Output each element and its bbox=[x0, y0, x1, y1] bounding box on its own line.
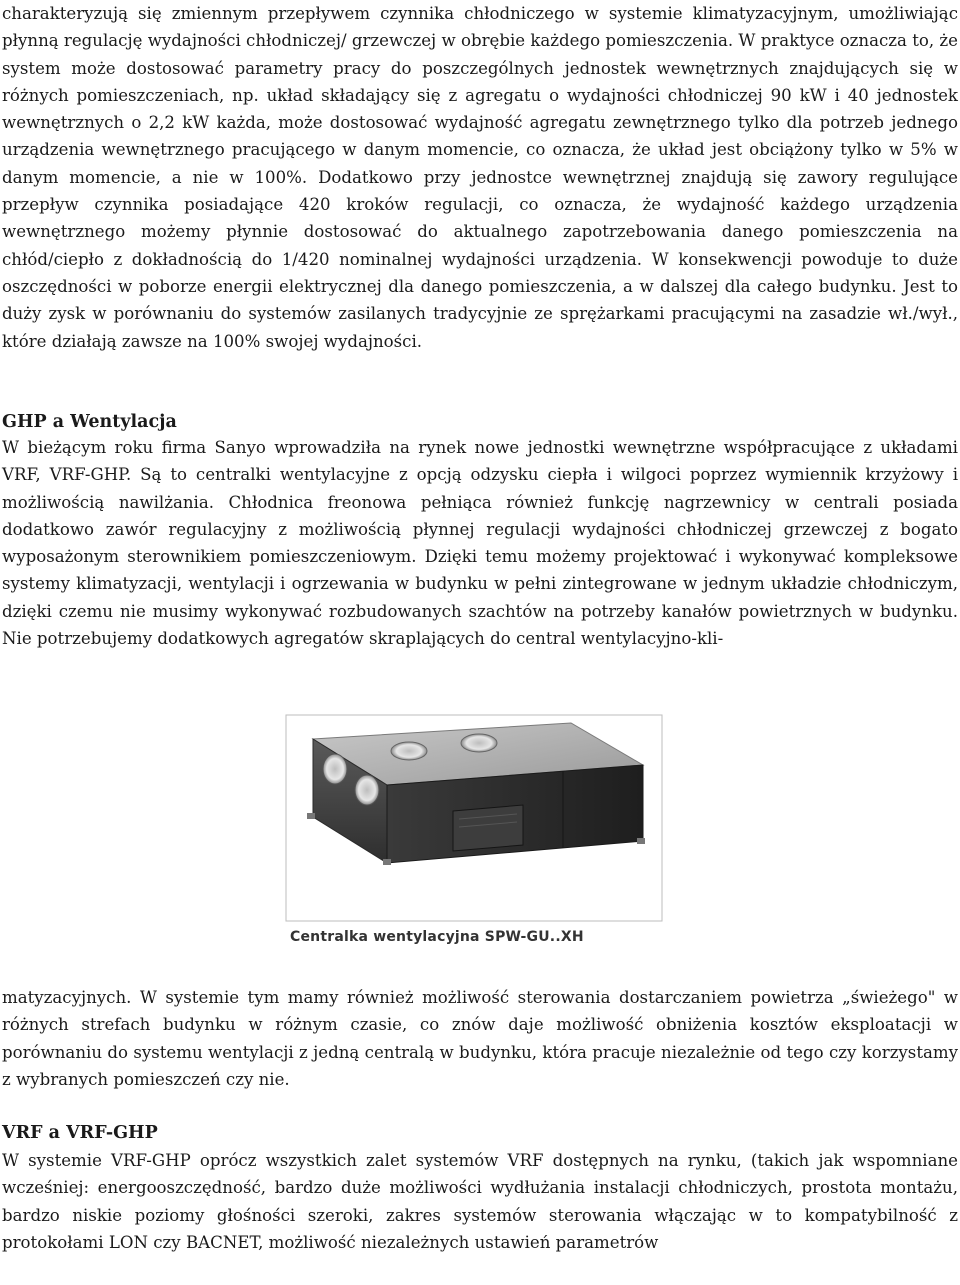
paragraph-vrf-ghp bbox=[0, 1147, 960, 1256]
product-photo-ventilation-unit bbox=[283, 713, 667, 961]
paragraph-vrf-intro bbox=[0, 0, 960, 355]
paragraph-text: W systemie VRF-GHP oprócz wszystkich zalet systemów VRF dostępnych na rynku, (takich jak wspomniane wcześniej: energooszczędność, bardzo duże możliwości wydłużania instalacji chłodniczych, prostota montażu, bardzo niskie poziomy głośności szeroki, zakres systemów sterowania włączając w to kompatybilność z protokołami LON czy BACNET, możliwość niezależnych ustawień parametrów bbox=[2, 1151, 958, 1252]
paragraph-text: charakteryzują się zmiennym przepływem czynnika chłodniczego w systemie klimatyzacyjnym, umożliwiając płynną regulację wydajności chłodniczej/ grzewczej w obrębie każdego pomieszczenia. W praktyce oznacza to, że system może dostosować parametry pracy do poszczególnych jednostek wewnętrznych znajdujących się w różnych pomieszczeniach, np. układ składający się z agregatu o wydajności chłodniczej 90 kW i 40 jednostek wewnętrznych o 2,2 kW każda, może dostosować wydajność agregatu zewnętrznego tylko dla potrzeb jednego urządzenia wewnętrznego pracującego w danym momencie, co oznacza, że układ jest obciążony tylko w 5% w danym momencie, a nie w 100%. Dodatkowo przy jednostce wewnętrznej znajdują się zawory regulujące przepływ czynnika posiadające 420 kroków regulacji, co oznacza, że wydajność każdego urządzenia wewnętrznego możemy płynnie dostosować do aktualnego zapotrzebowania danego pomieszczenia na chłód/ciepło z dokładnością do 1/420 nominalnej wydajności urządzenia. W konsekwencji powoduje to duże oszczędności w poborze energii elektrycznej dla danego pomieszczenia, a w dalszej dla całego budynku. Jest to duży zysk w porównaniu do systemów zasilanych tradycyjnie ze sprężarkami pracującymi na zasadzie wł./wył., które działają zawsze na 100% swojej wydajności. bbox=[2, 4, 958, 351]
section-heading-ghp-wentylacja: GHP a Wentylacja bbox=[2, 412, 177, 432]
paragraph-ghp-wentylacja bbox=[0, 434, 960, 652]
section-heading-vrf-ghp: VRF a VRF-GHP bbox=[2, 1123, 158, 1143]
ventilation-unit-illustration bbox=[283, 713, 667, 961]
paragraph-continuation bbox=[0, 984, 960, 1093]
figure-caption: Centralka wentylacyjna SPW-GU..XH bbox=[290, 929, 584, 945]
paragraph-text: matyzacyjnych. W systemie tym mamy również możliwość sterowania dostarczaniem powietrza „świeżego" w różnych strefach budynku w różnym czasie, co znów daje możliwość obniżenia kosztów eksploatacji w porównaniu do systemu wentylacji z jedną centralą w budynku, która pracuje niezależnie od tego czy korzystamy z wybranych pomieszczeń czy nie. bbox=[2, 988, 958, 1089]
paragraph-text: W bieżącym roku firma Sanyo wprowadziła na rynek nowe jednostki wewnętrzne współpracujące z układami VRF, VRF-GHP. Są to centralki wentylacyjne z opcją odzysku ciepła i wilgoci poprzez wymiennik krzyżowy i możliwością nawilżania. Chłodnica freonowa pełniąca również funkcję nagrzewnicy w centrali posiada dodatkowo zawór regulacyjny z możliwością płynnej regulacji wydajności chłodniczej grzewczej z bogato wyposażonym sterownikiem pomieszczeniowym. Dzięki temu możemy projektować i wykonywać kompleksowe systemy klimatyzacji, wentylacji i ogrzewania w budynku w pełni zintegrowane w jednym układzie chłodniczym, dzięki czemu nie musimy wykonywać rozbudowanych szachtów na potrzeby kanałów powietrznych w budynku. Nie potrzebujemy dodatkowych agregatów skraplających do central wentylacyjno-kli- bbox=[2, 438, 958, 649]
